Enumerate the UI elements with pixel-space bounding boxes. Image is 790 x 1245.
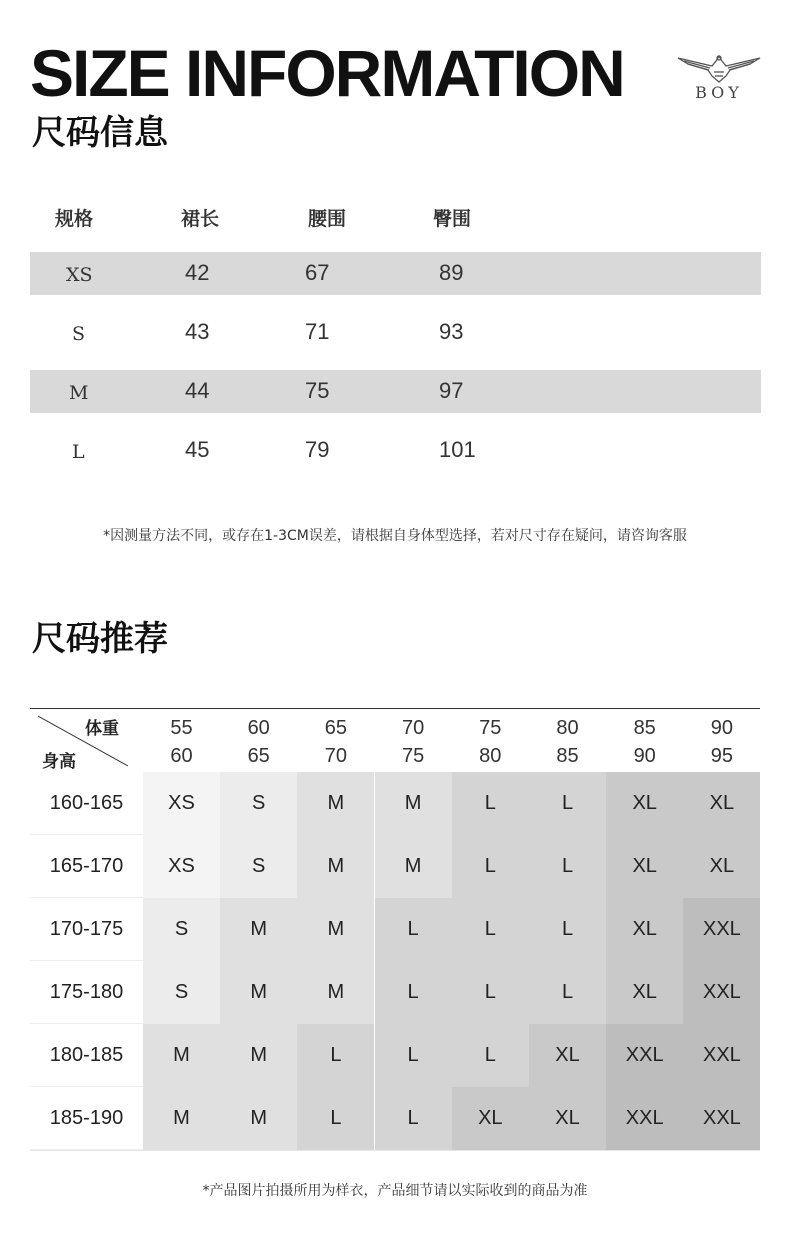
size-cell: M xyxy=(297,772,374,835)
weight-min: 75 xyxy=(479,717,502,739)
size-cell: L xyxy=(297,1024,374,1087)
size-cell: L xyxy=(529,898,606,961)
weight-min: 85 xyxy=(633,717,656,739)
height-range: 170-175 xyxy=(30,898,143,961)
size-cell: L xyxy=(452,1024,529,1087)
waist-value: 79 xyxy=(305,437,330,462)
hip-value: 101 xyxy=(439,437,476,462)
size-cell: XL xyxy=(683,772,760,835)
size-cell: XXL xyxy=(606,1024,683,1087)
size-cell: S xyxy=(143,898,220,961)
weight-range xyxy=(452,714,529,770)
weight-max: 60 xyxy=(170,745,193,767)
recommend-title: 尺码推荐 xyxy=(32,622,168,656)
weight-max: 85 xyxy=(556,745,579,767)
col-length: 裙长 xyxy=(181,208,220,230)
size-cell: S xyxy=(143,961,220,1024)
size-cell: M xyxy=(143,1024,220,1087)
weight-min: 80 xyxy=(556,717,579,739)
waist-value: 75 xyxy=(305,378,330,403)
size-cell: XXL xyxy=(683,898,760,961)
size-label: L xyxy=(72,441,85,463)
size-cell: XL xyxy=(606,961,683,1024)
size-cell: S xyxy=(220,772,297,835)
table-row xyxy=(30,1087,760,1150)
size-cell: XL xyxy=(529,1087,606,1150)
weight-max: 95 xyxy=(710,745,734,767)
table-row xyxy=(30,252,761,295)
length-value: 42 xyxy=(185,260,210,285)
weight-range xyxy=(375,714,452,770)
size-cell: M xyxy=(375,835,452,898)
size-cell: XXL xyxy=(683,1024,760,1087)
size-cell: L xyxy=(529,961,606,1024)
size-cell: L xyxy=(375,898,452,961)
size-info-title: 尺码信息 xyxy=(32,116,168,150)
height-range: 160-165 xyxy=(30,772,143,835)
size-label: XS xyxy=(66,264,93,286)
weight-range xyxy=(606,714,683,770)
size-label: S xyxy=(72,323,86,345)
size-cell: L xyxy=(529,772,606,835)
table-row xyxy=(30,961,760,1024)
size-cell: L xyxy=(452,772,529,835)
col-waist: 腰围 xyxy=(308,208,347,230)
length-value: 43 xyxy=(185,319,210,344)
weight-min: 90 xyxy=(710,717,734,739)
weight-range xyxy=(220,714,297,770)
table-row xyxy=(30,898,760,961)
table-row xyxy=(30,370,761,413)
weight-range xyxy=(529,714,606,770)
weight-max: 75 xyxy=(401,745,425,767)
col-hip: 臀围 xyxy=(433,208,472,230)
col-size: 规格 xyxy=(55,208,94,230)
size-cell: XXL xyxy=(606,1087,683,1150)
length-value: 45 xyxy=(185,437,210,462)
table-top-rule xyxy=(30,708,760,709)
table-row xyxy=(30,311,761,354)
size-cell: L xyxy=(375,1087,452,1150)
size-cell: XL xyxy=(452,1087,529,1150)
table-row xyxy=(30,429,761,472)
brand-logo xyxy=(676,52,762,104)
weight-max: 70 xyxy=(324,745,348,767)
weight-range xyxy=(683,714,760,770)
height-range: 175-180 xyxy=(30,961,143,1024)
weight-min: 55 xyxy=(170,717,193,739)
weight-min: 60 xyxy=(247,717,270,739)
length-value: 44 xyxy=(185,378,210,403)
weight-max: 80 xyxy=(479,745,502,767)
size-cell: L xyxy=(297,1087,374,1150)
size-cell: S xyxy=(220,835,297,898)
size-cell: XL xyxy=(683,835,760,898)
table-row xyxy=(30,1024,760,1087)
weight-min: 70 xyxy=(401,717,425,739)
size-cell: XS xyxy=(143,835,220,898)
weight-range xyxy=(143,714,220,770)
size-cell: M xyxy=(297,835,374,898)
height-range: 180-185 xyxy=(30,1024,143,1087)
weight-max: 90 xyxy=(633,745,656,767)
size-cell: L xyxy=(375,1024,452,1087)
size-cell: L xyxy=(529,835,606,898)
weight-range xyxy=(297,714,374,770)
table-row xyxy=(30,772,760,835)
size-cell: M xyxy=(297,961,374,1024)
waist-value: 71 xyxy=(305,319,330,344)
height-range: 185-190 xyxy=(30,1087,143,1150)
size-cell: XL xyxy=(529,1024,606,1087)
sample-note: *产品图片拍摄所用为样衣，产品细节请以实际收到的商品为准 xyxy=(202,1183,588,1199)
weight-max: 65 xyxy=(247,745,270,767)
size-cell: M xyxy=(143,1087,220,1150)
size-cell: XL xyxy=(606,898,683,961)
size-cell: L xyxy=(452,898,529,961)
hip-value: 93 xyxy=(439,319,464,344)
eagle-icon xyxy=(676,52,762,86)
hip-value: 89 xyxy=(439,260,464,285)
height-label: 身高 xyxy=(42,752,76,772)
size-cell: XL xyxy=(606,835,683,898)
size-cell: L xyxy=(452,835,529,898)
size-cell: M xyxy=(375,772,452,835)
size-cell: M xyxy=(220,1087,297,1150)
brand-name: BOY xyxy=(695,83,743,102)
size-cell: M xyxy=(297,898,374,961)
size-cell: XL xyxy=(606,772,683,835)
size-cell: M xyxy=(220,1024,297,1087)
table-bottom-rule xyxy=(30,1150,760,1151)
weight-min: 65 xyxy=(324,717,348,739)
size-cell: XS xyxy=(143,772,220,835)
weight-label: 体重 xyxy=(85,719,119,739)
size-cell: M xyxy=(220,898,297,961)
size-cell: M xyxy=(220,961,297,1024)
height-range: 165-170 xyxy=(30,835,143,898)
size-cell: L xyxy=(375,961,452,1024)
table-row xyxy=(30,835,760,898)
size-cell: XXL xyxy=(683,1087,760,1150)
size-cell: XXL xyxy=(683,961,760,1024)
waist-value: 67 xyxy=(305,260,330,285)
size-label: M xyxy=(69,382,89,404)
measurement-note: *因测量方法不同，或存在1-3CM误差，请根据自身体型选择，若对尺寸存在疑问，请咨询客服 xyxy=(103,528,687,544)
page-title-en: SIZE INFORMATION xyxy=(30,36,624,110)
hip-value: 97 xyxy=(439,378,464,403)
size-cell: L xyxy=(452,961,529,1024)
size-table-header xyxy=(0,204,790,230)
